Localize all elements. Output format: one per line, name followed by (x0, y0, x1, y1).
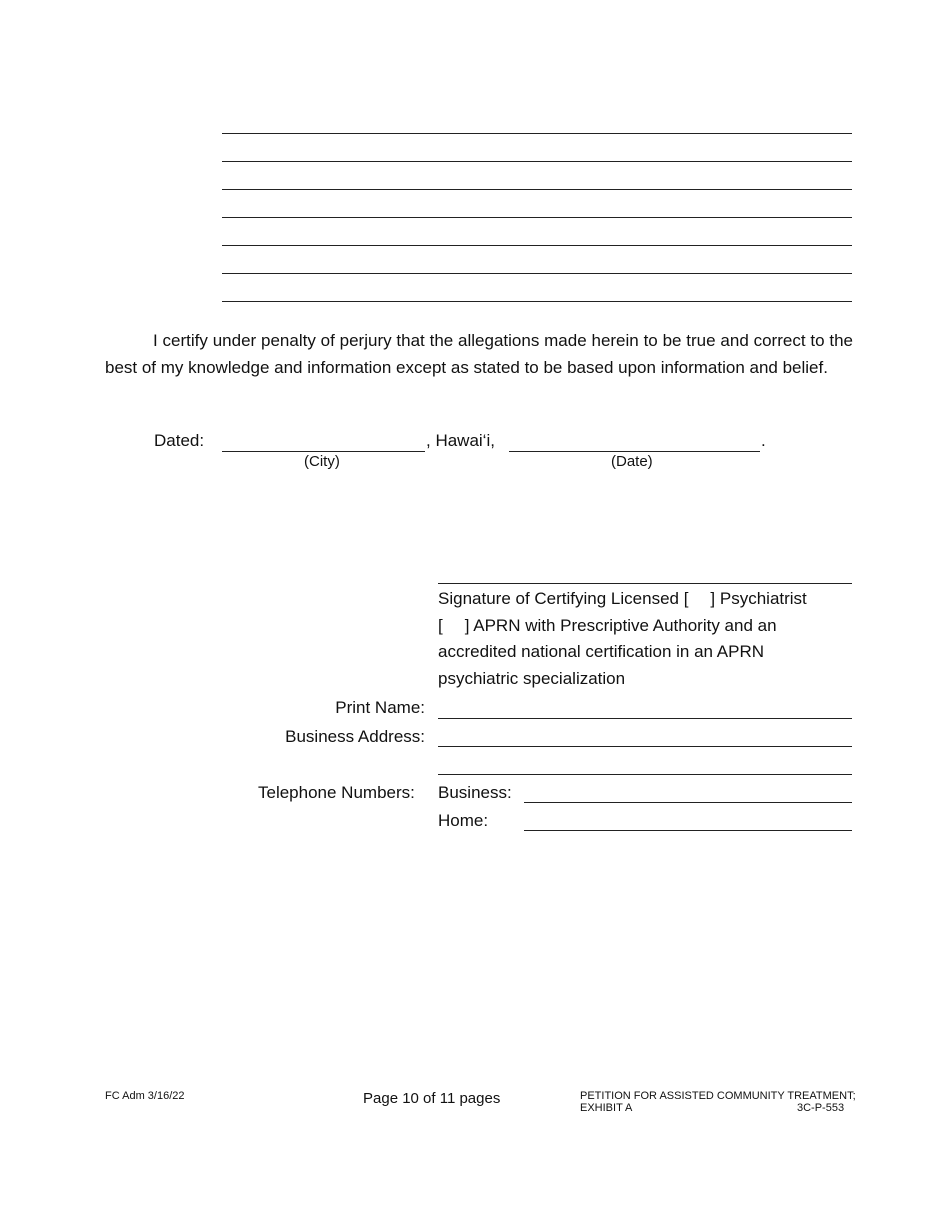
print-name-field[interactable] (438, 718, 852, 719)
signature-field[interactable] (438, 583, 852, 584)
blank-line[interactable] (222, 245, 852, 246)
blank-line[interactable] (222, 217, 852, 218)
telephone-label: Telephone Numbers: (258, 783, 415, 802)
signature-line-2-pre: [ (438, 615, 443, 635)
blank-line[interactable] (222, 301, 852, 302)
business-phone-label: Business: (438, 783, 512, 802)
blank-line[interactable] (222, 133, 852, 134)
signature-line-4: psychiatric specialization (438, 668, 626, 688)
signature-line-1-post: ] Psychiatrist (710, 589, 807, 608)
certification-text: I certify under penalty of perjury that the allegations made herein to be true and correct to the best of my knowledge and information except as stated to be based upon information and belief. (105, 331, 853, 377)
home-phone-label: Home: (438, 811, 489, 830)
signature-block (438, 586, 858, 692)
blank-line[interactable] (222, 189, 852, 190)
date-caption: (Date) (611, 453, 653, 470)
print-name-label: Print Name: (335, 698, 425, 717)
business-address-field[interactable] (438, 746, 852, 747)
signature-line-3: accredited national certification in an APRN (438, 642, 765, 661)
business-phone-field[interactable] (524, 802, 852, 803)
footer-form-code: 3C-P-553 (797, 1102, 845, 1114)
certification-paragraph (105, 328, 853, 381)
footer-title-line-2: EXHIBIT A (580, 1102, 633, 1114)
dated-label: Dated: (154, 431, 205, 450)
signature-line-1 (438, 586, 858, 613)
blank-line[interactable] (222, 273, 852, 274)
blank-line[interactable] (222, 161, 852, 162)
dated-period: . (761, 431, 766, 450)
footer-form-id: FC Adm 3/16/22 (105, 1090, 185, 1102)
business-address-field-2[interactable] (438, 774, 852, 775)
hawaii-text: , Hawai‘i, (426, 431, 495, 450)
home-phone-field[interactable] (524, 830, 852, 831)
signature-line-2 (438, 613, 858, 640)
business-address-label: Business Address: (285, 727, 425, 746)
footer-page-number: Page 10 of 11 pages (363, 1090, 501, 1107)
signature-line-1-pre: Signature of Certifying Licensed [ (438, 589, 689, 608)
footer-title-line-1: PETITION FOR ASSISTED COMMUNITY TREATMENT; (580, 1090, 856, 1102)
city-caption: (City) (304, 453, 340, 470)
signature-line-2-post: ] APRN with Prescriptive Authority and an (464, 615, 777, 635)
